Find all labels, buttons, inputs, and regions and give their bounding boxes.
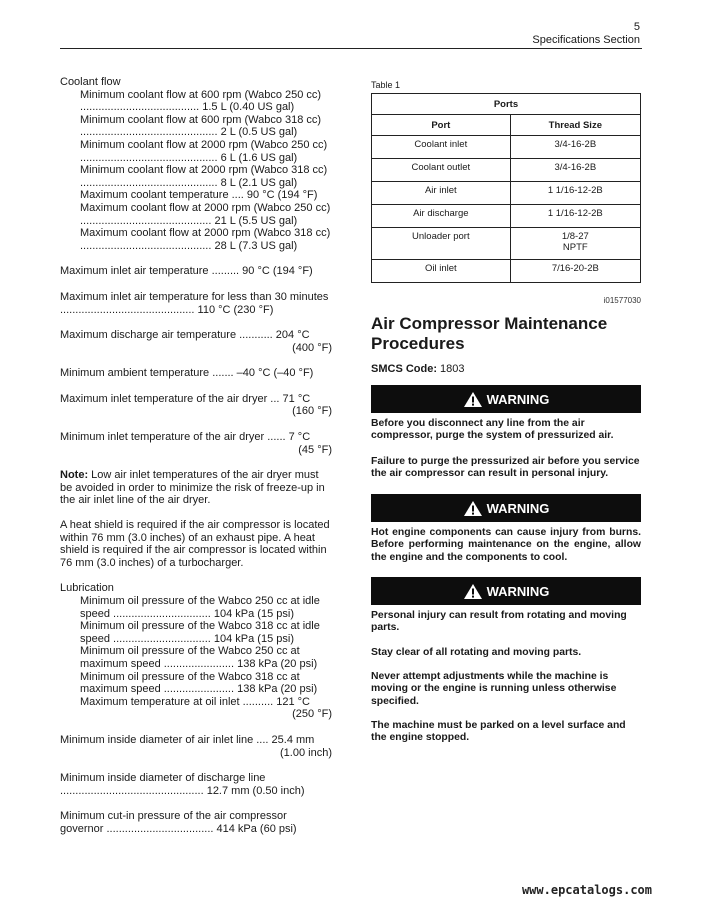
coolant-spec: Maximum coolant temperature .... 90 °C (194 °F) [80,189,318,202]
thread-cell: 3/4-16-2B [510,136,640,159]
table-row [372,228,641,260]
warning-triangle-icon [463,391,483,408]
table-row [372,260,641,283]
thread-cell [510,228,640,260]
spec-line: Minimum inside diameter of discharge line ............................................... 12.7 mm (0.50 inch) [60,772,305,797]
spec-dryer-max-temp [60,393,332,418]
spec-line: Minimum inside diameter of air inlet line .... 25.4 mm [60,733,315,746]
coolant-spec: Minimum coolant flow at 2000 rpm (Wabco 250 cc) ............................................. 6 L (1.6 US gal) [80,138,328,164]
coolant-flow-title: Coolant flow [60,76,121,88]
lubrication-section [60,582,332,721]
thread-cell: 1 1/16-12-2B [510,205,640,228]
port-cell: Air inlet [372,182,511,205]
spec-line-cont: (45 °F) [298,443,332,456]
warning-text: Failure to purge the pressurized air before you service the air compressor can result in personal injury. [371,455,640,479]
spec-line-cont: (400 °F) [292,341,332,354]
warning-banner [371,494,641,522]
table-row [372,182,641,205]
warning-label: WARNING [486,500,550,516]
footer-watermark: www.epcatalogs.com [521,883,652,897]
note-paragraph [60,469,332,507]
thread-cell: 7/16-20-2B [510,260,640,283]
spec-line: Maximum discharge air temperature ........... 204 °C [60,329,310,342]
reference-id: i01577030 [603,296,641,305]
procedure-title: Air Compressor Maintenance Procedures [371,314,608,353]
lubrication-title: Lubrication [60,582,114,595]
thread-line: 1/8-27 [561,231,589,242]
port-cell: Air discharge [372,205,511,228]
spec-line: Maximum inlet air temperature ......... 90 °C (194 °F) [60,265,313,278]
coolant-spec: Minimum coolant flow at 600 rpm (Wabco 318 cc) ............................................. 2 L (0.5 US gal) [80,113,322,139]
warning-label: WARNING [486,391,550,407]
page-number: 5 [633,21,640,33]
smcs-code [371,363,641,375]
warning-block [371,385,641,480]
note-label: Note: [60,469,89,482]
spec-ambient-temp [60,367,332,380]
warning-triangle-icon [463,500,483,517]
heat-shield-paragraph [60,519,332,569]
spec-line: Maximum inlet temperature of the air dryer ... 71 °C [60,392,311,405]
coolant-flow-list [60,89,332,253]
coolant-spec: Maximum coolant flow at 2000 rpm (Wabco 318 cc) ........................................... 28 L (7.3 US gal) [80,227,331,252]
note-text: Low air inlet temperatures of the air dryer must be avoided in order to minimize the risk of freeze-up in the air inlet line of the air dryer. [60,469,325,507]
warning-text: Stay clear of all rotating and moving parts. [371,646,582,658]
lubrication-list [60,595,332,721]
port-cell: Oil inlet [372,260,511,283]
heat-shield-text: A heat shield is required if the air compressor is located within 76 mm (3.0 inches) of an exhaust pipe. A heat shield is required if the air compressor is located within 76 mm (3.0 inches) of a turbocharger. [60,519,330,569]
warning-block [371,494,641,564]
table-row [372,205,641,228]
table-row [372,159,641,182]
spec-line: Minimum inlet temperature of the air dryer ...... 7 °C [60,431,311,444]
column-header-port: Port [372,115,511,136]
ports-table [371,93,641,283]
warning-banner [371,577,641,605]
procedures-column [371,80,641,744]
coolant-spec: Minimum coolant flow at 2000 rpm (Wabco 318 cc) ............................................. 8 L (2.1 US gal) [80,164,328,189]
port-cell: Coolant outlet [372,159,511,182]
warning-text: The machine must be parked on a level surface and the engine stopped. [371,719,626,744]
warning-banner [371,385,641,413]
lubrication-spec: Minimum oil pressure of the Wabco 318 cc at maximum speed ....................... 138 kPa (20 psi) [80,670,318,696]
warning-text: Hot engine components can cause injury from burns. Before performing maintenance on the engine, allow the engine and the components to cool. [371,527,641,563]
spec-line: Minimum cut-in pressure of the air compressor governor ................................... 414 kPa (60 psi) [60,810,297,835]
spec-discharge-air-temp [60,329,332,354]
warning-triangle-icon [463,583,483,600]
lubrication-spec-cont: (250 °F) [292,708,332,721]
warning-text: Never attempt adjustments while the machine is moving or the engine is running unless otherwise specified. [371,670,617,707]
specifications-column [60,76,332,836]
lubrication-spec: Minimum oil pressure of the Wabco 250 cc at idle speed ................................ 104 kPa (15 psi) [80,595,320,620]
spec-line-cont: (1.00 inch) [280,746,332,759]
header-rule [60,48,642,49]
thread-line: NPTF [562,242,588,253]
spec-inlet-air-temp-30min [60,291,332,316]
table-row [372,136,641,159]
smcs-value: 1803 [437,363,465,375]
spec-air-inlet-diameter [60,734,332,759]
spec-discharge-diameter [60,772,332,797]
spec-dryer-min-temp [60,431,332,456]
warning-label: WARNING [486,583,550,599]
warning-text: Before you disconnect any line from the air compressor, purge the system of pressurized air. [371,418,614,442]
lubrication-spec: Maximum temperature at oil inlet .......... 121 °C [80,695,310,708]
thread-cell: 1 1/16-12-2B [510,182,640,205]
spec-line-cont: (160 °F) [292,405,332,418]
spec-cut-in-pressure [60,810,332,835]
table-caption: Table 1 [371,80,401,90]
port-cell: Unloader port [372,228,511,260]
lubrication-spec: Minimum oil pressure of the Wabco 318 cc at idle speed ................................ 104 kPa (15 psi) [80,620,320,645]
warning-text: Personal injury can result from rotating and moving parts. [371,610,627,634]
table-title: Ports [372,94,641,115]
column-header-thread-size: Thread Size [510,115,640,136]
spec-line: Minimum ambient temperature ....... –40 °C (–40 °F) [60,367,314,380]
coolant-spec: Maximum coolant flow at 2000 rpm (Wabco 250 cc) ........................................... 21 L (5.5 US gal) [80,201,331,227]
lubrication-spec: Minimum oil pressure of the Wabco 250 cc at maximum speed ....................... 138 kPa (20 psi) [80,645,318,670]
thread-cell: 3/4-16-2B [510,159,640,182]
spec-inlet-air-temp [60,265,332,278]
smcs-label: SMCS Code: [371,363,437,375]
section-title: Specifications Section [532,34,640,46]
spec-line: Maximum inlet air temperature for less than 30 minutes ............................................ 110 °C (230 °F) [60,290,329,316]
port-cell: Coolant inlet [372,136,511,159]
warning-block [371,577,641,744]
coolant-spec: Minimum coolant flow at 600 rpm (Wabco 250 cc) ....................................... 1.5 L (0.40 US gal) [80,88,322,114]
